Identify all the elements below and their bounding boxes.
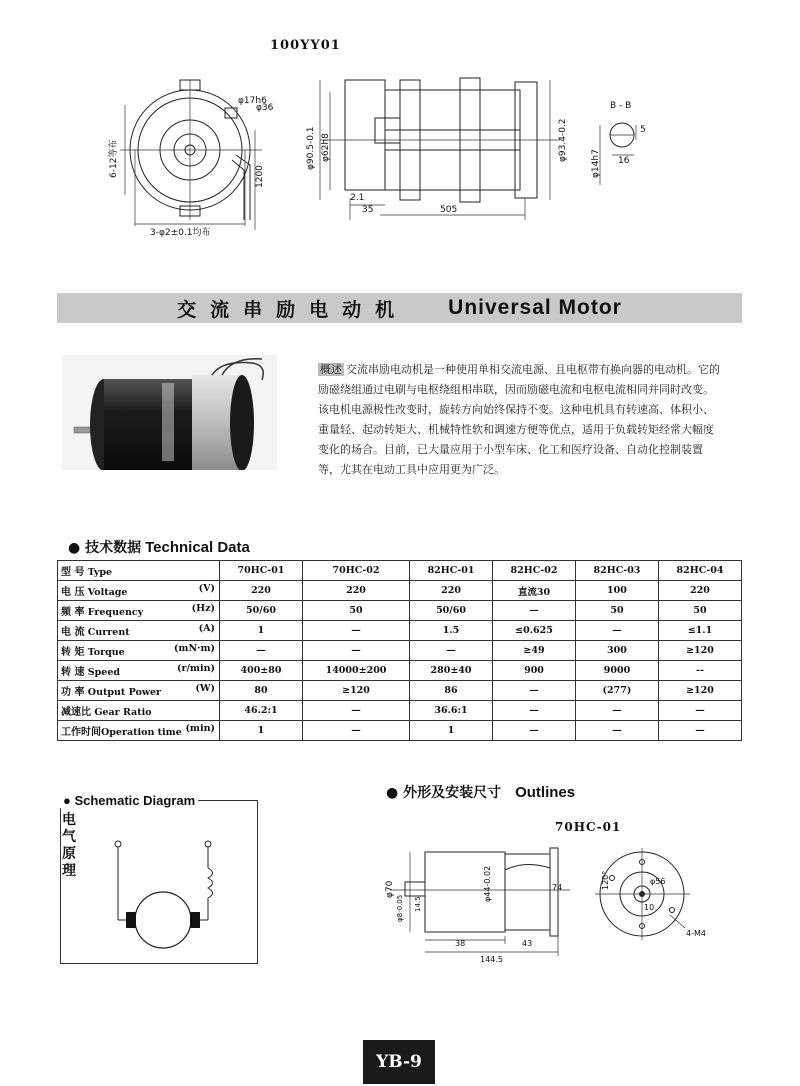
table-cell: ≥120 bbox=[658, 641, 741, 661]
outline-dim-d44: φ44-0.02 bbox=[483, 865, 492, 902]
row-unit: (min) bbox=[185, 723, 215, 734]
outline-dim-m4: 4-M4 bbox=[686, 929, 706, 938]
dim-cable: 1200 bbox=[255, 165, 265, 188]
row-label bbox=[58, 721, 220, 741]
row-unit: (r/min) bbox=[176, 663, 215, 674]
table-cell: 80 bbox=[220, 681, 303, 701]
table-cell: — bbox=[493, 601, 576, 621]
description-paragraph bbox=[318, 360, 723, 480]
row-label-cn: 转 矩 bbox=[61, 647, 85, 658]
outline-dim-d38: 38 bbox=[455, 939, 466, 948]
table-cell: — bbox=[302, 641, 409, 661]
table-cell: 220 bbox=[302, 581, 409, 601]
row-label-en: Current bbox=[87, 627, 130, 638]
row-label-en: Speed bbox=[87, 667, 121, 678]
table-cell: — bbox=[302, 621, 409, 641]
armature-icon bbox=[135, 892, 191, 948]
table-cell: 280±40 bbox=[410, 661, 493, 681]
outline-front-view bbox=[595, 848, 690, 940]
table-cell: ≥49 bbox=[493, 641, 576, 661]
table-cell: — bbox=[575, 721, 658, 741]
table-row bbox=[58, 561, 742, 581]
outline-dim-d43: 43 bbox=[522, 939, 533, 948]
outline-dim-d10: 10 bbox=[644, 903, 655, 912]
row-label-en: Type bbox=[87, 567, 113, 578]
table-cell: 1.5 bbox=[410, 621, 493, 641]
table-cell: (277) bbox=[575, 681, 658, 701]
row-label bbox=[58, 681, 220, 701]
row-label-cn: 转 速 bbox=[61, 667, 85, 678]
dim-d90: φ90.5-0.1 bbox=[306, 126, 316, 170]
row-label-cn: 电 流 bbox=[61, 627, 85, 638]
table-cell: — bbox=[493, 681, 576, 701]
banner-title-en: Universal Motor bbox=[448, 296, 622, 319]
row-unit: (mN·m) bbox=[173, 643, 215, 654]
table-cell: 220 bbox=[658, 581, 741, 601]
table-cell: 1 bbox=[220, 721, 303, 741]
row-label bbox=[58, 601, 220, 621]
dim-d62: φ62h8 bbox=[321, 133, 331, 162]
brush-icon bbox=[190, 912, 200, 928]
table-cell: 70HC-01 bbox=[220, 561, 303, 581]
row-label bbox=[58, 621, 220, 641]
schematic-title: ● Schematic Diagram bbox=[60, 793, 198, 808]
table-cell: 50 bbox=[658, 601, 741, 621]
table-cell: ≤0.625 bbox=[493, 621, 576, 641]
table-cell: 220 bbox=[220, 581, 303, 601]
dim-d35: 35 bbox=[362, 205, 374, 215]
banner-title-cn: 交流串励电动机 bbox=[177, 298, 409, 321]
table-cell: 220 bbox=[410, 581, 493, 601]
title-banner bbox=[57, 293, 742, 323]
table-cell: — bbox=[220, 641, 303, 661]
table-cell: 50/60 bbox=[220, 601, 303, 621]
table-cell: — bbox=[493, 701, 576, 721]
table-cell: -- bbox=[658, 661, 741, 681]
row-label-en: Frequency bbox=[87, 607, 144, 618]
outline-dim-d144: 144.5 bbox=[480, 955, 503, 964]
row-label-en: Torque bbox=[87, 647, 125, 658]
row-label-cn: 型 号 bbox=[61, 567, 85, 578]
table-row bbox=[58, 621, 742, 641]
row-label-cn: 频 率 bbox=[61, 607, 85, 618]
dim-boss: φ36 bbox=[256, 103, 274, 113]
table-cell: 82HC-02 bbox=[493, 561, 576, 581]
table-cell: 50 bbox=[575, 601, 658, 621]
dim-16: 16 bbox=[618, 156, 630, 166]
row-label-cn: 减速比 bbox=[61, 707, 91, 718]
table-cell: 900 bbox=[493, 661, 576, 681]
bullet-icon: ● bbox=[68, 540, 86, 556]
technical-data-table bbox=[57, 560, 742, 741]
section-label: B - B bbox=[610, 101, 632, 111]
schematic-label-cn: 电气原理 bbox=[62, 812, 76, 879]
row-label-cn: 功 率 bbox=[61, 687, 85, 698]
row-unit: (W) bbox=[195, 683, 215, 694]
dim-d21: 2.1 bbox=[350, 193, 365, 203]
row-label-en: Operation time bbox=[101, 727, 182, 738]
row-label bbox=[58, 701, 220, 721]
row-label-cn: 电 压 bbox=[61, 587, 85, 598]
schematic-title-text: Schematic Diagram bbox=[74, 793, 196, 808]
row-label-en: Gear Ratio bbox=[94, 707, 152, 718]
table-cell: 70HC-02 bbox=[302, 561, 409, 581]
outlines-heading bbox=[386, 782, 575, 802]
row-label-en: Voltage bbox=[87, 587, 128, 598]
outline-dim-d8: φ8-0.05 bbox=[396, 894, 404, 922]
table-cell: 300 bbox=[575, 641, 658, 661]
table-cell: — bbox=[302, 721, 409, 741]
table-cell: ≥120 bbox=[658, 681, 741, 701]
table-cell: 36.6:1 bbox=[410, 701, 493, 721]
table-row bbox=[58, 661, 742, 681]
motor-photo bbox=[62, 355, 277, 470]
dim-mount: 3-φ2±0.1均布 bbox=[150, 228, 211, 238]
table-cell: 82HC-03 bbox=[575, 561, 658, 581]
row-label-en: Output Power bbox=[87, 687, 162, 698]
row-label bbox=[58, 581, 220, 601]
table-row bbox=[58, 721, 742, 741]
table-cell: 14000±200 bbox=[302, 661, 409, 681]
row-unit: (Hz) bbox=[191, 603, 215, 614]
row-unit: (A) bbox=[198, 623, 215, 634]
table-cell: — bbox=[575, 621, 658, 641]
table-cell: 46.2:1 bbox=[220, 701, 303, 721]
outline-dim-d56: φ56 bbox=[650, 877, 666, 886]
description-tag: 概述 bbox=[320, 363, 342, 376]
table-cell: 86 bbox=[410, 681, 493, 701]
table-cell: — bbox=[658, 721, 741, 741]
row-label bbox=[58, 641, 220, 661]
brush-icon bbox=[126, 912, 136, 928]
outline-dim-d14: 14.5 bbox=[414, 896, 422, 912]
row-label bbox=[58, 661, 220, 681]
section-bb bbox=[600, 123, 636, 185]
table-cell: 1 bbox=[410, 721, 493, 741]
table-cell: 100 bbox=[575, 581, 658, 601]
table-cell: 50/60 bbox=[410, 601, 493, 621]
page-number-badge: YB-9 bbox=[363, 1040, 435, 1084]
table-row bbox=[58, 641, 742, 661]
table-cell: — bbox=[410, 641, 493, 661]
technical-heading-cn: 技术数据 bbox=[85, 540, 142, 556]
table-cell: 82HC-04 bbox=[658, 561, 741, 581]
description-text: 交流串励电动机是一种使用单相交流电源、且电枢带有换向器的电动机。它的励磁绕组通过电刷与电枢绕组相串联，因而励磁电流和电枢电流相同并同时改变。该电机电源极性改变时，旋转方向始终保持不变。这种电机具有转速高、体积小、重量轻、起动转矩大、机械特性软和调速方便等优点，适用于负载转矩经常大幅度变化的场合。目前，已大量应用于小型车床、化工和医疗设备、自动化控制装置等，尤其在电动工具中应用更为广泛。 bbox=[318, 363, 720, 476]
table-row bbox=[58, 581, 742, 601]
table-cell: — bbox=[658, 701, 741, 721]
outlines-heading-en: Outlines bbox=[515, 784, 576, 801]
outline-dim-d74: 74 bbox=[552, 883, 563, 892]
table-cell: — bbox=[493, 721, 576, 741]
dim-shaft: φ17h6 bbox=[238, 96, 267, 106]
dim-key-5: 5 bbox=[640, 125, 646, 135]
technical-heading bbox=[68, 537, 250, 557]
outlines-heading-cn: 外形及安装尺寸 bbox=[403, 785, 502, 801]
schematic-circuit bbox=[90, 830, 240, 950]
dim-d93: φ93.4-0.2 bbox=[558, 118, 568, 162]
table-cell: 9000 bbox=[575, 661, 658, 681]
outline-dim-d70: φ70 bbox=[385, 880, 395, 898]
outline-model-label: 70HC-01 bbox=[555, 820, 622, 834]
dim-holes: 6-12等布 bbox=[109, 139, 119, 178]
top-technical-drawing bbox=[0, 0, 800, 280]
table-row bbox=[58, 681, 742, 701]
bullet-icon: ● bbox=[386, 785, 404, 801]
dim-d505: 505 bbox=[440, 205, 458, 215]
dim-d14: φ14h7 bbox=[591, 149, 601, 178]
top-model-label: 100YY01 bbox=[270, 38, 341, 53]
table-cell: 直流30 bbox=[493, 581, 576, 601]
table-cell: ≥120 bbox=[302, 681, 409, 701]
table-row bbox=[58, 601, 742, 621]
table-cell: 82HC-01 bbox=[410, 561, 493, 581]
technical-heading-en: Technical Data bbox=[145, 539, 250, 556]
table-cell: — bbox=[575, 701, 658, 721]
row-unit: (V) bbox=[198, 583, 215, 594]
table-cell: 400±80 bbox=[220, 661, 303, 681]
table-cell: 50 bbox=[302, 601, 409, 621]
table-cell: 1 bbox=[220, 621, 303, 641]
row-label bbox=[58, 561, 220, 581]
table-cell: ≤1.1 bbox=[658, 621, 741, 641]
table-row bbox=[58, 701, 742, 721]
outline-dim-angle: 120° bbox=[601, 870, 610, 890]
outline-drawing bbox=[380, 840, 730, 970]
table-cell: — bbox=[302, 701, 409, 721]
row-label-cn: 工作时间 bbox=[61, 727, 101, 738]
